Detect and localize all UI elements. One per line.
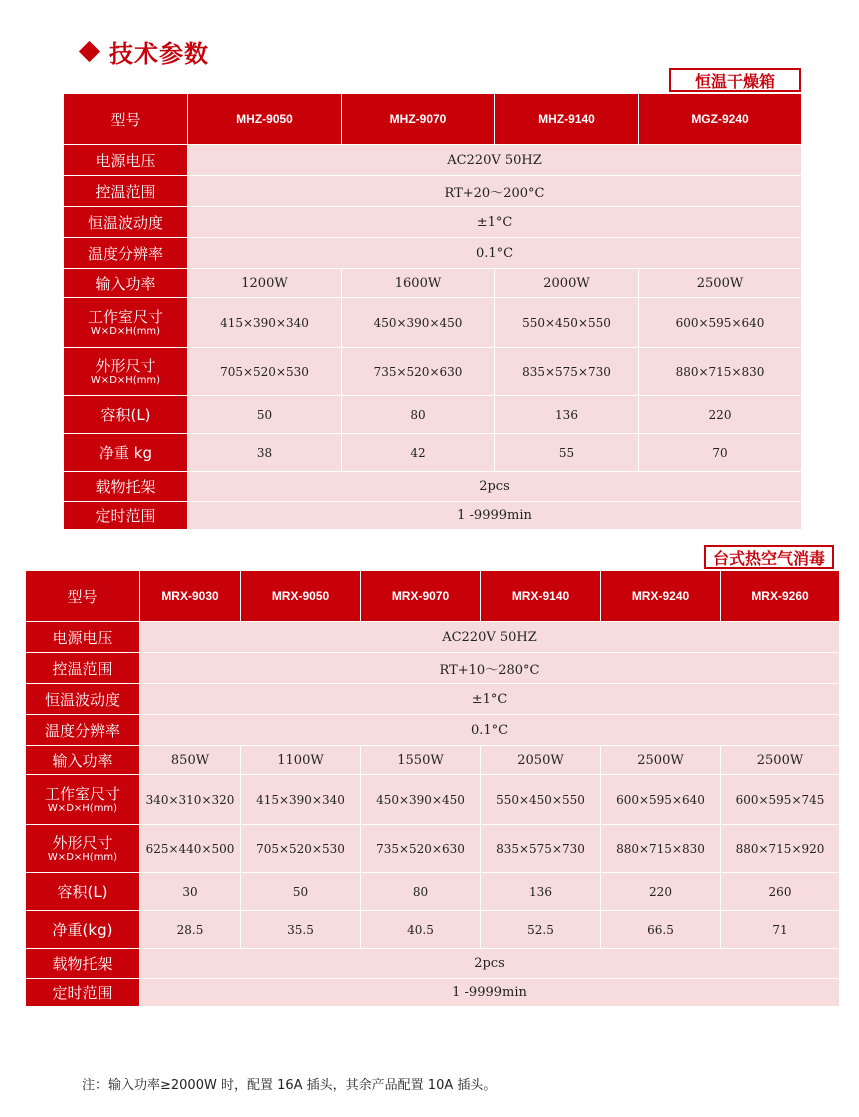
model-label: 型号 <box>64 94 188 145</box>
row-label: 定时范围 <box>64 502 188 530</box>
row-label-sub: W×D×H(mm) <box>47 851 118 863</box>
cell-value: 450×390×450 <box>342 298 495 348</box>
cell-value: 835×575×730 <box>495 348 639 396</box>
cell-value: 260 <box>721 873 840 911</box>
section-heading <box>82 34 209 68</box>
table-row <box>26 911 840 949</box>
row-label-main: 外形尺寸 <box>52 833 113 852</box>
row-label: 电源电压 <box>64 145 188 176</box>
cell-value: 0.1°C <box>188 238 802 269</box>
cell-value: 880×715×830 <box>601 825 721 873</box>
table-row <box>64 238 802 269</box>
row-label: 容积(L) <box>64 396 188 434</box>
cell-value: 55 <box>495 434 639 472</box>
cell-value: 850W <box>140 746 241 775</box>
cell-value: 2050W <box>481 746 601 775</box>
row-label: 控温范围 <box>64 176 188 207</box>
cell-value: ±1°C <box>140 684 840 715</box>
table-row <box>64 348 802 396</box>
table-row <box>26 825 840 873</box>
cell-value: 705×520×530 <box>188 348 342 396</box>
cell-value: RT+20～200°C <box>188 176 802 207</box>
model-header: MRX-9070 <box>361 571 481 622</box>
cell-value: RT+10～280°C <box>140 653 840 684</box>
row-label: 净重(kg) <box>26 911 140 949</box>
table-row <box>26 715 840 746</box>
row-label: 净重 kg <box>64 434 188 472</box>
table-row <box>64 434 802 472</box>
cell-value: ±1°C <box>188 207 802 238</box>
row-label <box>64 348 188 396</box>
row-label: 温度分辨率 <box>26 715 140 746</box>
cell-value: 2pcs <box>188 472 802 502</box>
cell-value: 1200W <box>188 269 342 298</box>
model-header: MRX-9240 <box>601 571 721 622</box>
row-label: 电源电压 <box>26 622 140 653</box>
model-header: MHZ-9070 <box>342 94 495 145</box>
model-header: MRX-9050 <box>241 571 361 622</box>
cell-value: 52.5 <box>481 911 601 949</box>
cell-value: AC220V 50HZ <box>188 145 802 176</box>
model-header: MRX-9260 <box>721 571 840 622</box>
table-row <box>64 298 802 348</box>
cell-value: 1100W <box>241 746 361 775</box>
diamond-icon <box>79 40 100 61</box>
row-label: 输入功率 <box>26 746 140 775</box>
cell-value: 1 -9999min <box>188 502 802 530</box>
cell-value: 66.5 <box>601 911 721 949</box>
table-row <box>26 653 840 684</box>
row-label <box>26 775 140 825</box>
row-label: 载物托架 <box>64 472 188 502</box>
table-row <box>26 873 840 911</box>
cell-value: 415×390×340 <box>188 298 342 348</box>
cell-value: 2500W <box>721 746 840 775</box>
model-header: MHZ-9050 <box>188 94 342 145</box>
cell-value: AC220V 50HZ <box>140 622 840 653</box>
cell-value: 705×520×530 <box>241 825 361 873</box>
table-row <box>64 396 802 434</box>
cell-value: 71 <box>721 911 840 949</box>
cell-value: 2500W <box>601 746 721 775</box>
cell-value: 835×575×730 <box>481 825 601 873</box>
table-row <box>64 269 802 298</box>
row-label <box>64 298 188 348</box>
cell-value: 415×390×340 <box>241 775 361 825</box>
cell-value: 735×520×630 <box>361 825 481 873</box>
cell-value: 550×450×550 <box>481 775 601 825</box>
row-label: 输入功率 <box>64 269 188 298</box>
row-label: 定时范围 <box>26 979 140 1007</box>
cell-value: 80 <box>342 396 495 434</box>
table-row <box>64 94 802 145</box>
model-header: MRX-9140 <box>481 571 601 622</box>
row-label: 载物托架 <box>26 949 140 979</box>
dryer-tag: 恒温干燥箱 <box>669 68 801 92</box>
table-row <box>26 684 840 715</box>
table-row <box>26 571 840 622</box>
table-row <box>64 145 802 176</box>
model-header: MGZ-9240 <box>639 94 802 145</box>
row-label-sub: W×D×H(mm) <box>90 325 161 337</box>
table-row <box>26 949 840 979</box>
row-label: 恒温波动度 <box>26 684 140 715</box>
table-row <box>64 207 802 238</box>
cell-value: 1600W <box>342 269 495 298</box>
cell-value: 880×715×830 <box>639 348 802 396</box>
model-header: MHZ-9140 <box>495 94 639 145</box>
cell-value: 35.5 <box>241 911 361 949</box>
cell-value: 70 <box>639 434 802 472</box>
cell-value: 28.5 <box>140 911 241 949</box>
table-row <box>26 746 840 775</box>
cell-value: 2500W <box>639 269 802 298</box>
row-label: 容积(L) <box>26 873 140 911</box>
cell-value: 1 -9999min <box>140 979 840 1007</box>
section-title: 技术参数 <box>109 38 209 68</box>
cell-value: 220 <box>639 396 802 434</box>
row-label: 温度分辨率 <box>64 238 188 269</box>
table-row <box>64 472 802 502</box>
cell-value: 50 <box>241 873 361 911</box>
model-label: 型号 <box>26 571 140 622</box>
cell-value: 80 <box>361 873 481 911</box>
cell-value: 880×715×920 <box>721 825 840 873</box>
cell-value: 2pcs <box>140 949 840 979</box>
cell-value: 2000W <box>495 269 639 298</box>
row-label-main: 工作室尺寸 <box>44 784 120 803</box>
cell-value: 136 <box>495 396 639 434</box>
dryer-spec-table <box>63 93 802 530</box>
table-row <box>26 775 840 825</box>
cell-value: 340×310×320 <box>140 775 241 825</box>
table-row <box>26 622 840 653</box>
row-label <box>26 825 140 873</box>
sterilizer-tag: 台式热空气消毒 <box>704 545 834 569</box>
row-label: 控温范围 <box>26 653 140 684</box>
footnote: 注：输入功率≥2000W 时，配置 16A 插头，其余产品配置 10A 插头。 <box>82 1078 497 1093</box>
row-label-sub: W×D×H(mm) <box>47 802 118 814</box>
cell-value: 42 <box>342 434 495 472</box>
cell-value: 50 <box>188 396 342 434</box>
cell-value: 0.1°C <box>140 715 840 746</box>
cell-value: 600×595×745 <box>721 775 840 825</box>
row-label-sub: W×D×H(mm) <box>90 374 161 386</box>
cell-value: 40.5 <box>361 911 481 949</box>
table-row <box>64 176 802 207</box>
cell-value: 220 <box>601 873 721 911</box>
sterilizer-spec-table <box>25 570 840 1007</box>
cell-value: 600×595×640 <box>639 298 802 348</box>
table-row <box>26 979 840 1007</box>
row-label-main: 外形尺寸 <box>95 356 156 375</box>
cell-value: 30 <box>140 873 241 911</box>
cell-value: 450×390×450 <box>361 775 481 825</box>
table-row <box>64 502 802 530</box>
row-label: 恒温波动度 <box>64 207 188 238</box>
cell-value: 550×450×550 <box>495 298 639 348</box>
row-label-main: 工作室尺寸 <box>87 307 163 326</box>
model-header: MRX-9030 <box>140 571 241 622</box>
cell-value: 735×520×630 <box>342 348 495 396</box>
cell-value: 136 <box>481 873 601 911</box>
cell-value: 38 <box>188 434 342 472</box>
cell-value: 1550W <box>361 746 481 775</box>
cell-value: 625×440×500 <box>140 825 241 873</box>
cell-value: 600×595×640 <box>601 775 721 825</box>
